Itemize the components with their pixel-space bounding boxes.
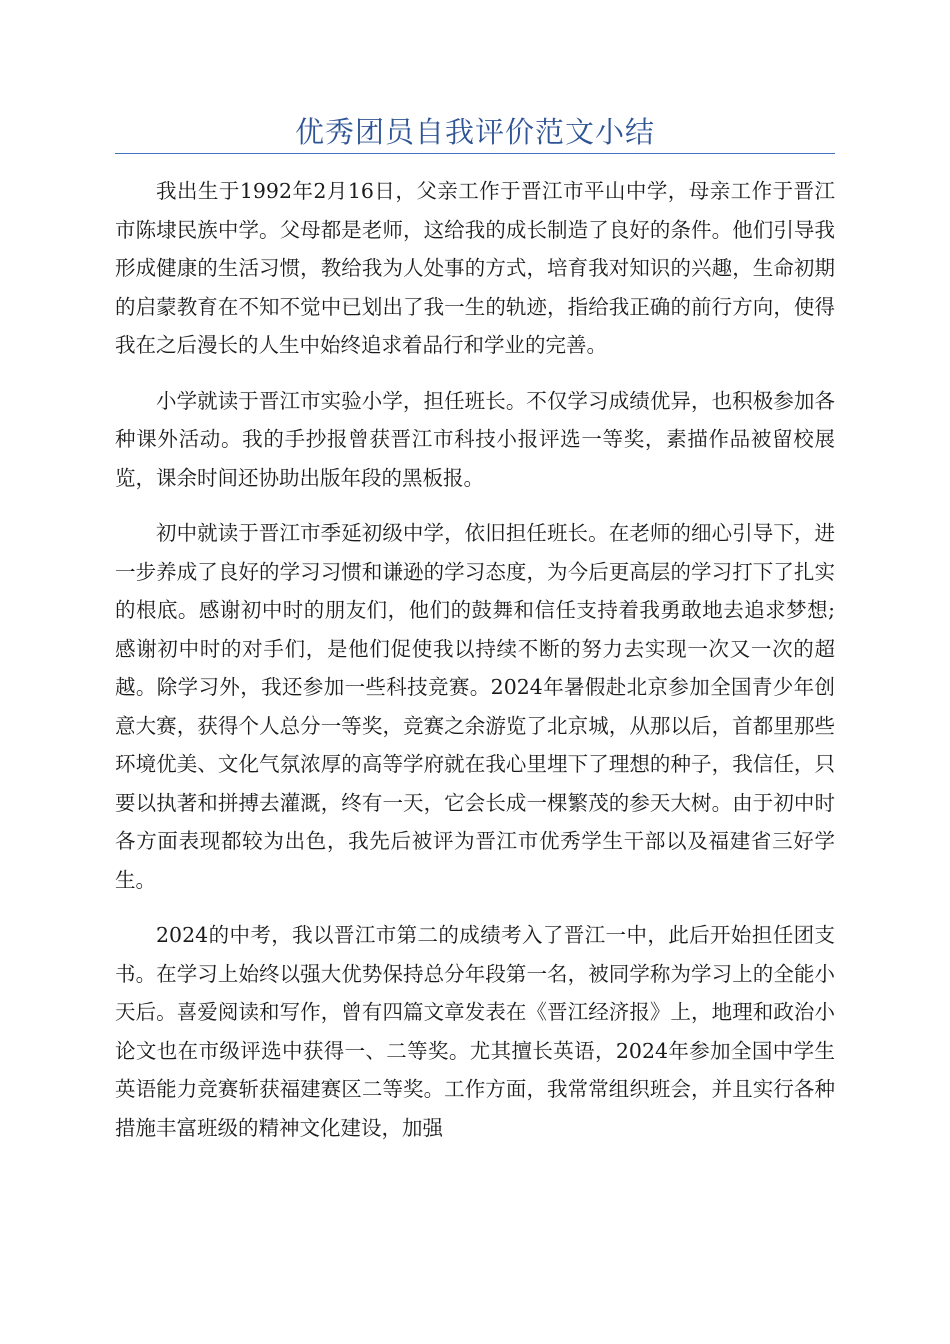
paragraph-high-school: 2024的中考，我以晋江市第二的成绩考入了晋江一中，此后开始担任团支书。在学习上始终以强大优势保持总分年段第一名，被同学称为学习上的全能小天后。喜爱阅读和写作，曾有四篇文章发表在《晋江经济报》上，地理和政治小论文也在市级评选中获得一、二等奖。尤其擅长英语，2024年参加全国中学生英语能力竞赛斩获福建赛区二等奖。工作方面，我常常组织班会，并且实行各种措施丰富班级的精神文化建设，加强 [115, 923, 835, 1140]
title-underline [115, 153, 835, 154]
paragraph-birth-family: 我出生于1992年2月16日，父亲工作于晋江市平山中学，母亲工作于晋江市陈埭民族中学。父母都是老师，这给我的成长制造了良好的条件。他们引导我形成健康的生活习惯，教给我为人处事的方式，培育我对知识的兴趣，生命初期的启蒙教育在不知不觉中已划出了我一生的轨迹，指给我正确的前行方向，使得我在之后漫长的人生中始终追求着品行和学业的完善。 [115, 179, 835, 357]
paragraph-middle-school: 初中就读于晋江市季延初级中学，依旧担任班长。在老师的细心引导下，进一步养成了良好的学习习惯和谦逊的学习态度，为今后更高层的学习打下了扎实的根底。感谢初中时的朋友们，他们的鼓舞和信任支持着我勇敢地去追求梦想;感谢初中时的对手们，是他们促使我以持续不断的努力去实现一次又一次的超越。除学习外，我还参加一些科技竞赛。2024年暑假赴北京参加全国青少年创意大赛，获得个人总分一等奖，竞赛之余游览了北京城，从那以后，首都里那些环境优美、文化气氛浓厚的高等学府就在我心里埋下了理想的种子，我信任，只要以执著和拼搏去灌溉，终有一天，它会长成一棵繁茂的参天大树。由于初中时各方面表现都较为出色，我先后被评为晋江市优秀学生干部以及福建省三好学生。 [115, 521, 835, 892]
document-body [115, 172, 835, 1164]
document-title: 优秀团员自我评价范文小结 [294, 115, 655, 149]
paragraph-primary-school: 小学就读于晋江市实验小学，担任班长。不仅学习成绩优异，也积极参加各种课外活动。我的手抄报曾获晋江市科技小报评选一等奖，素描作品被留校展览，课余时间还协助出版年段的黑板报。 [115, 388, 835, 490]
